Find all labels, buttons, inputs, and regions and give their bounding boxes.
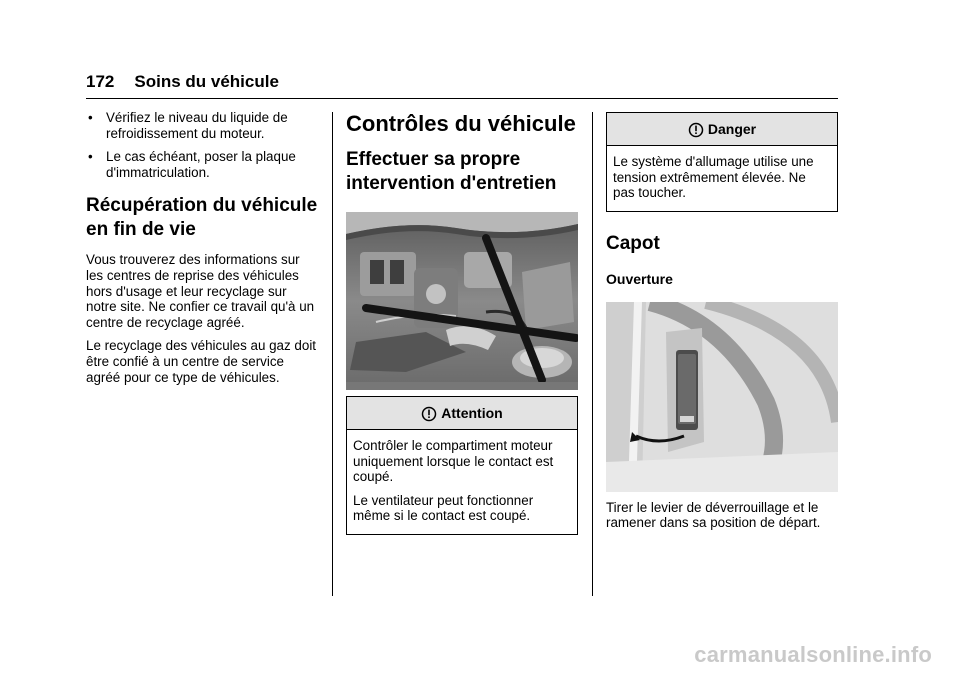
paragraph: Vous trouverez des informations sur les centres de reprise des véhicules hors d'usage et leur recyclage sur notre site. Ne confier ce travail qu'à un centre de recyclage agréé. xyxy=(86,252,315,330)
paragraph: Le recyclage des véhicules au gaz doit être confié à un centre de service agréé pour ce type de véhicules. xyxy=(86,338,317,385)
danger-text: Le système d'allumage utilise une tension extrêmement élevée. Ne pas toucher. xyxy=(613,154,814,201)
page-header xyxy=(86,72,279,92)
page-number: 172 xyxy=(86,72,115,91)
bullet-text: Le cas échéant, poser la plaque d'immatriculation. xyxy=(106,149,296,180)
attention-body xyxy=(347,430,577,534)
warning-icon xyxy=(421,406,437,422)
subsection-heading: Ouverture xyxy=(606,270,673,287)
section-heading: Effectuer sa propre intervention d'entretien xyxy=(346,149,557,194)
attention-header xyxy=(347,397,577,430)
bullet-glyph: • xyxy=(88,149,93,165)
hood-release-lever-illustration xyxy=(606,302,838,492)
bullet-item xyxy=(86,149,318,180)
attention-label: Attention xyxy=(441,405,503,421)
section-title: Soins du véhicule xyxy=(134,72,279,91)
column-2 xyxy=(346,110,578,535)
engine-bay-illustration xyxy=(346,212,578,390)
warning-icon xyxy=(688,122,704,138)
danger-label: Danger xyxy=(707,121,757,137)
bullet-item xyxy=(86,110,318,141)
attention-box xyxy=(346,396,578,535)
watermark: carmanualsonline.info xyxy=(694,642,932,667)
column-1 xyxy=(86,110,318,393)
attention-text: Le ventilateur peut fonctionner même si le contact est coupé. xyxy=(353,492,534,524)
danger-box xyxy=(606,112,838,212)
danger-header xyxy=(607,113,837,146)
caption: Tirer le levier de déverrouillage et le ramener dans sa position de départ. xyxy=(606,499,821,531)
section-heading: Capot xyxy=(606,232,660,254)
bullet-glyph: • xyxy=(88,110,93,125)
attention-text: Contrôler le compartiment moteur uniquement lorsque le contact est coupé. xyxy=(353,438,554,485)
danger-body xyxy=(607,146,837,211)
header-rule xyxy=(86,98,838,99)
column-divider xyxy=(332,112,333,596)
column-divider xyxy=(592,112,593,596)
section-heading: Récupération du véhicule en fin de vie xyxy=(86,195,318,241)
bullet-text: Vérifiez le niveau du liquide de refroidissement du moteur. xyxy=(106,110,288,141)
column-3 xyxy=(606,112,838,539)
chapter-title: Contrôles du véhicule xyxy=(346,111,576,136)
